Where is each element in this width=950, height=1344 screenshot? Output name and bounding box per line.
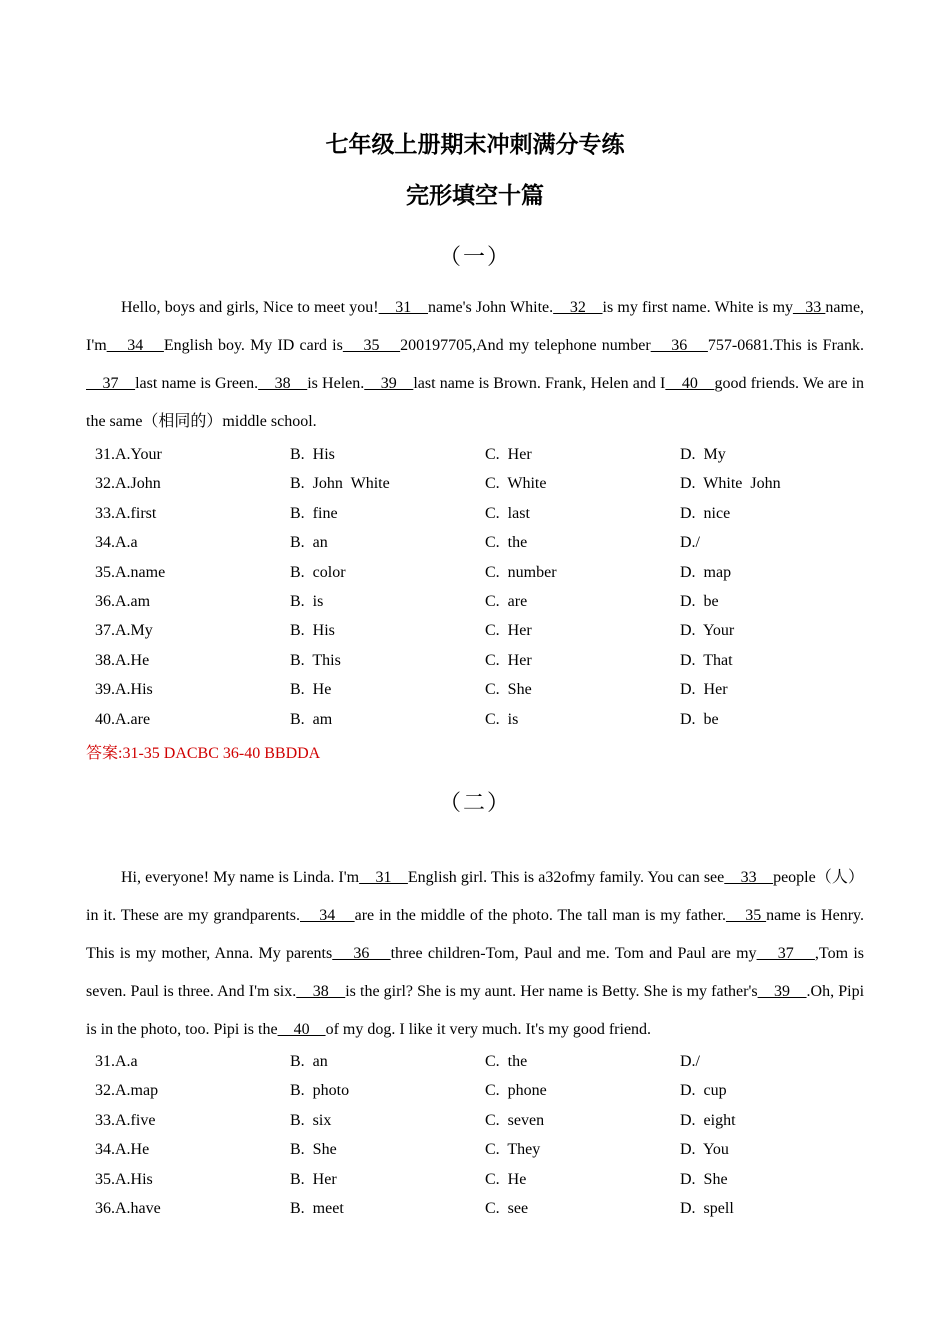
option-choice: D. cup <box>680 1082 727 1100</box>
option-choice: 35.A.His <box>95 1170 153 1188</box>
option-choice: 32.A.map <box>95 1082 159 1100</box>
option-choice: 40.A.are <box>95 710 151 728</box>
option-choice: 34.A.He <box>95 1141 150 1159</box>
page-subtitle: 完形填空十篇 <box>406 183 544 209</box>
passage-1-text <box>86 289 864 441</box>
option-choice: B. His <box>290 622 335 640</box>
option-choice: D. spell <box>680 1199 734 1217</box>
option-choice: C. Her <box>485 651 532 669</box>
option-choice: 39.A.His <box>95 681 153 699</box>
option-row <box>95 1135 875 1164</box>
option-choice: 37.A.My <box>95 622 153 640</box>
option-choice: B. He <box>290 681 332 699</box>
option-choice: B. fine <box>290 504 338 522</box>
blank: 38 <box>296 983 346 1000</box>
option-choice: D./ <box>680 1053 700 1070</box>
blank: 36 <box>650 337 708 354</box>
blank: 31 <box>378 299 428 316</box>
option-choice: B. Her <box>290 1170 337 1188</box>
option-row <box>95 616 875 645</box>
option-choice: C. White <box>485 475 547 493</box>
option-choice: C. phone <box>485 1082 547 1100</box>
option-choice: 36.A.am <box>95 592 151 610</box>
option-choice: 36.A.have <box>95 1199 161 1217</box>
passage-text-segment: is my first name. White is my <box>602 299 794 316</box>
passage-2-text <box>86 859 864 1049</box>
blank: 40 <box>665 375 715 392</box>
passage-text-segment: 757-0681.This is Frank. <box>707 337 864 354</box>
option-row <box>95 1106 875 1135</box>
option-choice: D. be <box>680 710 719 728</box>
option-choice: C. He <box>485 1170 527 1188</box>
option-choice: 35.A.name <box>95 563 166 581</box>
option-choice: C. are <box>485 592 528 610</box>
option-choice: B. color <box>290 563 346 581</box>
passage-text-segment: .Oh, Pipi is in the photo, too. Pipi is the <box>86 983 865 1038</box>
option-row <box>95 705 875 734</box>
option-choice: C. see <box>485 1199 529 1217</box>
option-choice: C. number <box>485 563 557 581</box>
option-choice: B. John White <box>290 475 390 493</box>
option-choice: B. photo <box>290 1082 350 1100</box>
option-choice: D. Your <box>680 622 735 640</box>
passage-1-options <box>95 440 875 734</box>
option-choice: C. last <box>485 504 530 522</box>
blank: 31 <box>359 869 408 886</box>
option-choice: B. an <box>290 534 328 552</box>
blank: 34 <box>300 907 355 924</box>
passage-text-segment: are in the middle of the photo. The tall man is my father. <box>354 907 726 924</box>
option-row <box>95 499 875 528</box>
option-choice: D. map <box>680 563 732 581</box>
option-choice: C. is <box>485 710 519 728</box>
option-row <box>95 528 875 557</box>
blank: 33 <box>724 869 774 886</box>
blank: 35 <box>342 337 401 354</box>
passage-text-segment: name, I'm <box>86 299 865 354</box>
option-choice: B. am <box>290 710 333 728</box>
blank: 34 <box>106 337 164 354</box>
passage-text-segment: Hello, boys and girls, Nice to meet you! <box>121 299 379 316</box>
passage-2-options <box>95 1047 875 1223</box>
blank: 38 <box>258 375 308 392</box>
option-choice: B. His <box>290 446 335 463</box>
option-choice: 34.A.a <box>95 534 138 552</box>
section-heading-1: （一） <box>438 245 511 270</box>
option-row <box>95 469 875 498</box>
option-choice: 32.A.John <box>95 475 161 493</box>
option-row <box>95 1047 875 1076</box>
passage-text-segment: is the girl? She is my aunt. Her name is Betty. She is my father's <box>345 983 758 1000</box>
passage-text-segment: last name is Green. <box>135 375 259 392</box>
option-row <box>95 646 875 675</box>
passage-text-segment: three children-Tom, Paul and me. Tom and Paul are my <box>390 945 757 962</box>
option-choice: C. seven <box>485 1111 545 1129</box>
option-choice: C. the <box>485 1053 528 1070</box>
blank: 35 <box>725 907 767 924</box>
option-choice: 31.A.a <box>95 1053 138 1070</box>
passage-text-segment: good friends. We are in the same（相同的）middle school. <box>86 375 865 430</box>
option-choice: C. the <box>485 534 528 552</box>
passage-text-segment: is Helen. <box>307 375 365 392</box>
option-choice: D. eight <box>680 1111 736 1129</box>
option-choice: 33.A.first <box>95 504 157 522</box>
passage-text-segment: Hi, everyone! My name is Linda. I'm <box>121 869 360 886</box>
passage-text-segment: ,Tom is seven. Paul is three. And I'm six. <box>86 945 864 1000</box>
option-choice: B. She <box>290 1141 337 1159</box>
passage-text-segment: of my dog. I like it very much. It's my good friend. <box>325 1021 652 1038</box>
option-choice: D. be <box>680 592 719 610</box>
passage-text-segment: name is Henry. This is my mother, Anna. My parents <box>86 907 865 962</box>
option-choice: C. Her <box>485 446 532 463</box>
blank: 40 <box>277 1021 326 1038</box>
option-row <box>95 558 875 587</box>
blank: 37 <box>756 945 815 962</box>
option-choice: D./ <box>680 534 700 552</box>
option-choice: D. You <box>680 1141 729 1159</box>
answer-key: 答案:31-35 DACBC 36-40 BBDDA <box>86 745 321 762</box>
blank: 39 <box>757 983 807 1000</box>
option-row <box>95 1076 875 1105</box>
option-choice: B. This <box>290 651 341 669</box>
option-row <box>95 1194 875 1223</box>
blank: 36 <box>332 945 391 962</box>
option-choice: D. nice <box>680 504 731 522</box>
passage-text-segment: English boy. My ID card is <box>163 337 343 354</box>
option-choice: 33.A.five <box>95 1111 156 1129</box>
section-heading-2: （二） <box>438 791 511 816</box>
passage-text-segment: last name is Brown. Frank, Helen and I <box>413 375 666 392</box>
option-choice: D. She <box>680 1170 728 1188</box>
passage-text-segment: people（人） in it. These are my grandparents. <box>86 869 865 924</box>
option-choice: C. Her <box>485 622 532 640</box>
option-choice: 38.A.He <box>95 651 150 669</box>
passage-text-segment: name's John White. <box>428 299 554 316</box>
option-choice: B. is <box>290 592 324 610</box>
option-row <box>95 440 875 469</box>
passage-text-segment: 200197705,And my telephone number <box>400 337 651 354</box>
option-row <box>95 587 875 616</box>
option-choice: C. She <box>485 681 532 699</box>
page-title: 七年级上册期末冲刺满分专练 <box>325 132 625 158</box>
blank: _ 33 <box>793 299 826 316</box>
option-choice: 31.A.Your <box>95 446 162 463</box>
passage-text-segment: English girl. This is a32ofmy family. You can see <box>407 869 725 886</box>
option-choice: D. That <box>680 651 733 669</box>
option-choice: B. meet <box>290 1199 344 1217</box>
option-choice: D. Her <box>680 681 728 699</box>
option-row <box>95 1165 875 1194</box>
blank: 39 <box>364 375 414 392</box>
option-choice: C. They <box>485 1141 541 1159</box>
option-choice: B. six <box>290 1111 332 1129</box>
option-choice: B. an <box>290 1053 328 1070</box>
blank: 37 <box>86 375 136 392</box>
blank: 32 <box>553 299 603 316</box>
option-choice: D. My <box>680 446 726 463</box>
option-choice: D. White John <box>680 475 781 493</box>
option-row <box>95 675 875 704</box>
